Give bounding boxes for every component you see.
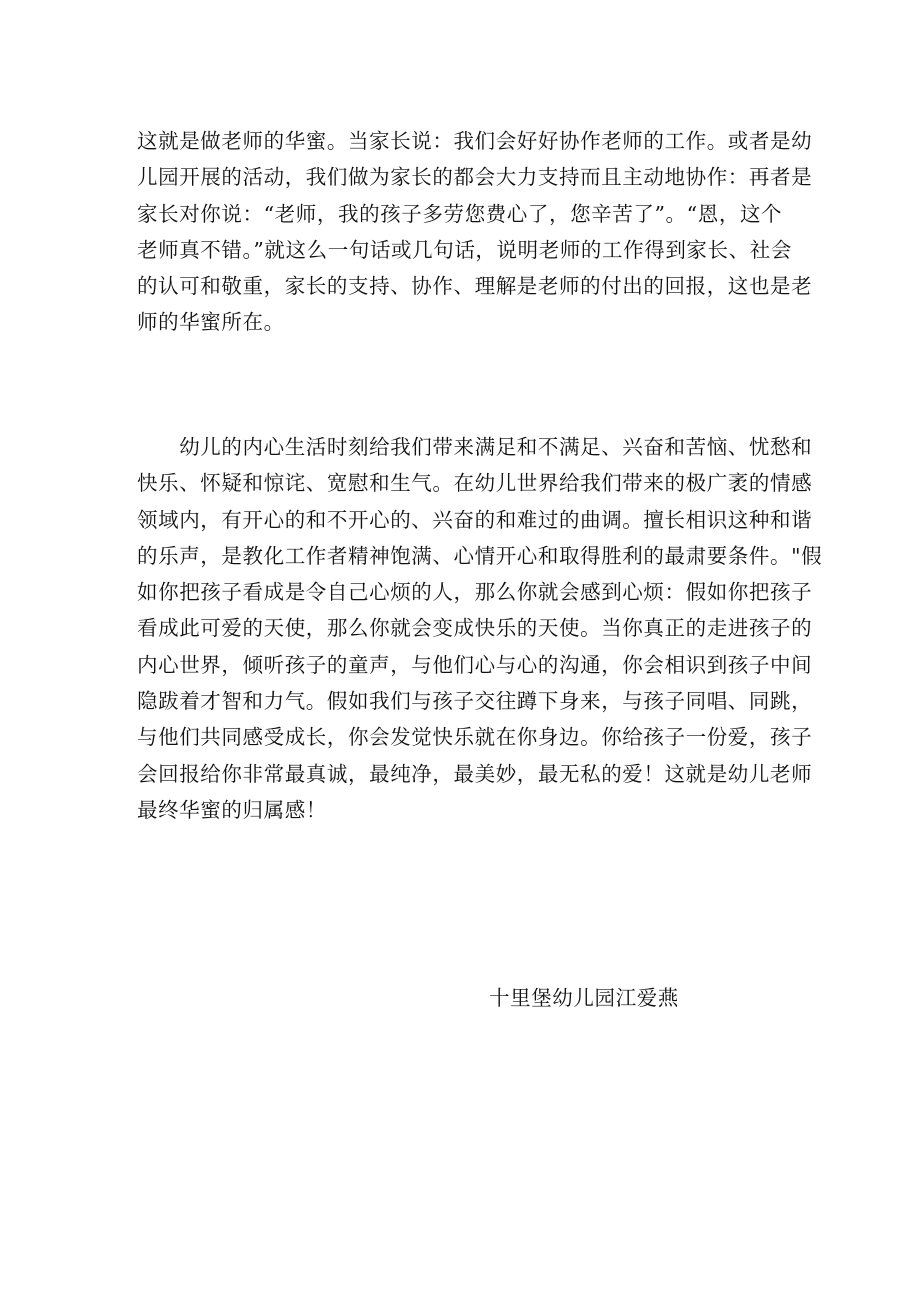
paragraph-line: 与他们共同感受成长，你会发觉快乐就在你身边。你给孩子一份爱，孩子 [137,725,813,750]
paragraph-line: 如你把孩子看成是令自己心烦的人，那么你就会感到心烦：假如你把孩子 [137,580,813,605]
paragraph-line: 快乐、怀疑和惊诧、宽慰和生气。在幼儿世界给我们带来的极广袤的情感 [137,471,813,496]
paragraph-line: 幼儿的内心生活时刻给我们带来满足和不满足、兴奋和苦恼、忧愁和 [137,435,813,459]
paragraph-line: 内心世界，倾听孩子的童声，与他们心与心的沟通，你会相识到孩子中间 [137,652,813,677]
author-signature: 十里堡幼儿园江爱燕 [489,986,679,1010]
paragraph-line: 会回报给你非常最真诚，最纯净，最美妙，最无私的爱！这就是幼儿老师 [137,761,813,786]
paragraph-line: 师的华蜜所在。 [137,310,285,335]
paragraph-line: 家长对你说：“老师，我的孩子多劳您费心了，您辛苦了”。“恩，这个 [137,201,783,226]
paragraph-line: 老师真不错。”就这么一句话或几句话，说明老师的工作得到家长、社会 [137,237,792,262]
paragraph-1 [137,123,813,341]
paragraph-line: 领域内，有开心的和不开心的、兴奋的和难过的曲调。擅长相识这种和谐 [137,507,813,532]
paragraph-line: 的乐声，是教化工作者精神饱满、心情开心和取得胜利的最肃要条件。"假 [137,543,823,568]
paragraph-line: 看成此可爱的天使，那么你就会变成快乐的天使。当你真正的走进孩子的 [137,616,813,641]
paragraph-line: 隐跋着才智和力气。假如我们与孩子交往蹲下身来，与孩子同唱、同跳， [137,689,813,714]
paragraph-line: 这就是做老师的华蜜。当家长说：我们会好好协作老师的工作。或者是幼 [137,129,813,153]
paragraph-2 [137,429,823,828]
paragraph-line: 的认可和敬重，家长的支持、协作、理解是老师的付出的回报，这也是老 [137,274,813,299]
paragraph-line: 儿园开展的活动，我们做为家长的都会大力支持而且主动地协作：再者是 [137,165,813,190]
paragraph-line: 最终华蜜的归属感！ [137,797,327,822]
